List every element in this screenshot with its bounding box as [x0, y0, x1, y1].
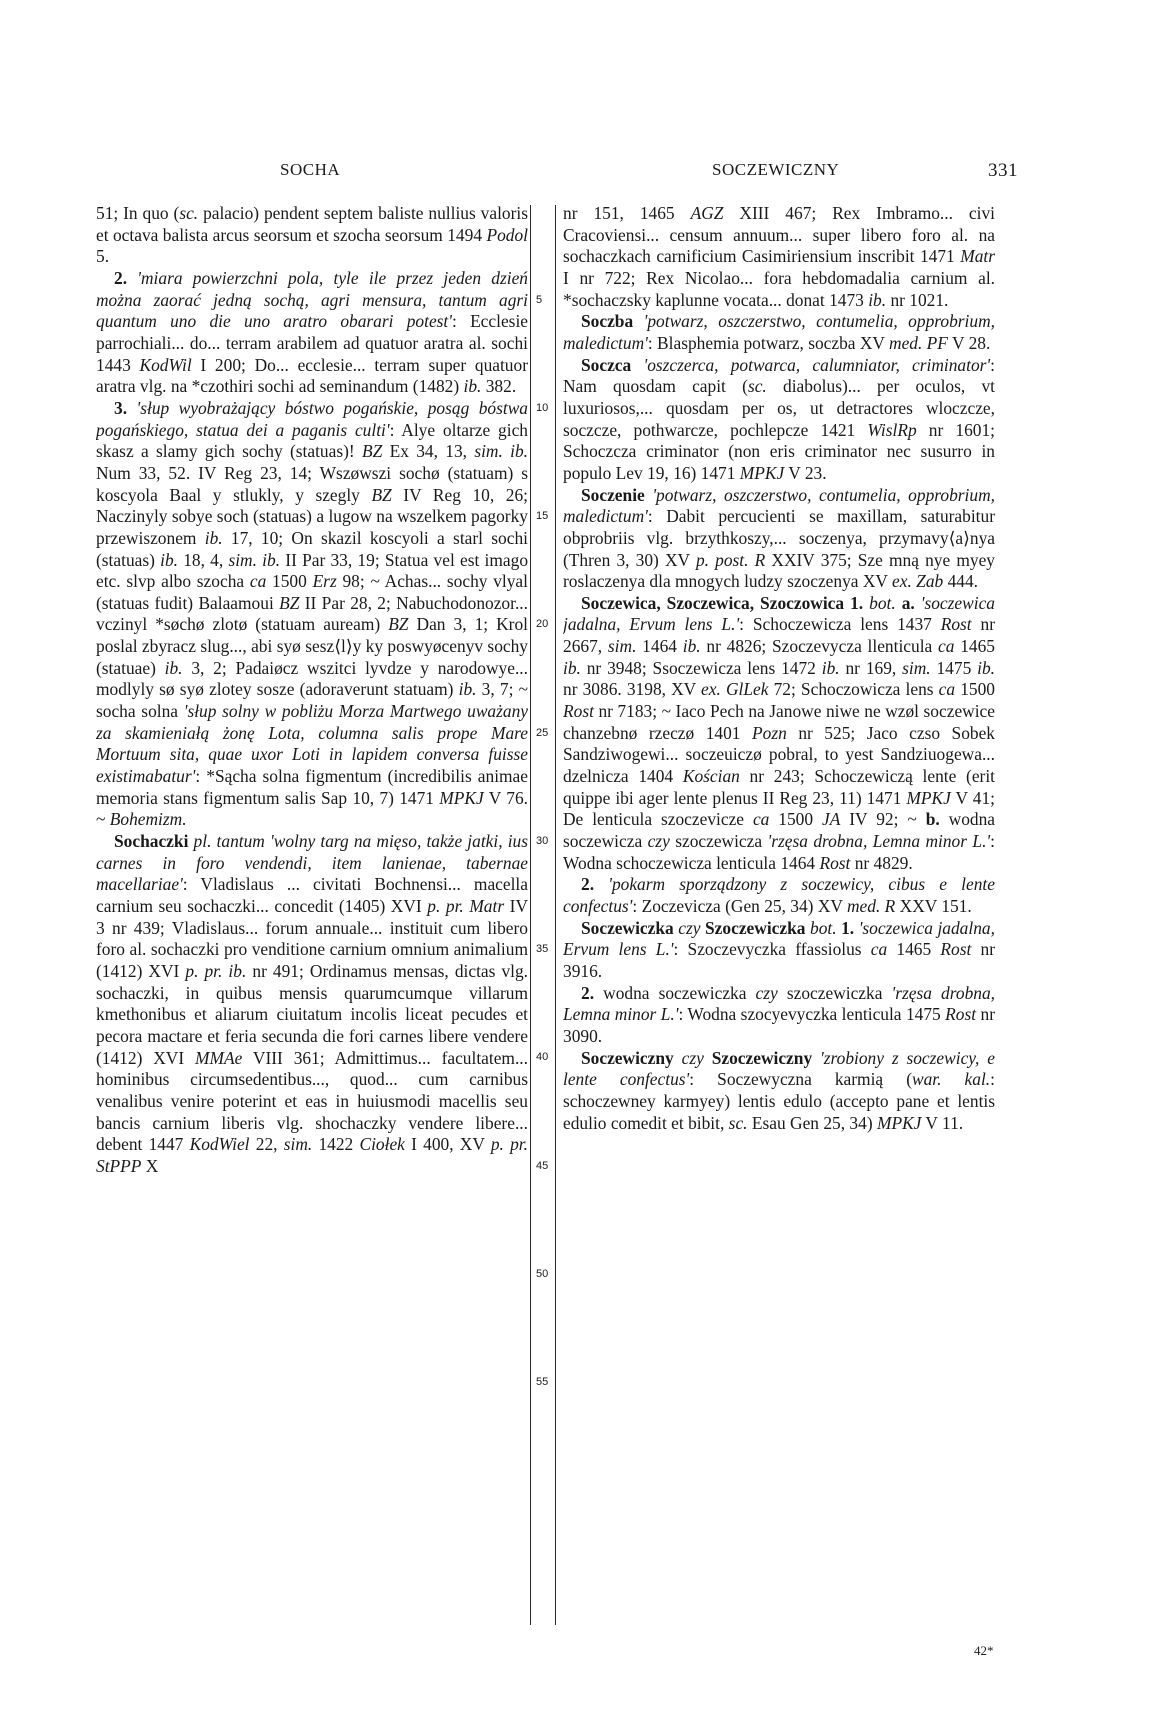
line-number: 5 [536, 293, 543, 306]
dictionary-entry: Sochaczki pl. tantum 'wolny targ na mięso, także jatki, ius carnes in foro vendendi, item lanienae, tabernae macellariae': Vladislaus ... civitati Bochnensi... macella carnium seu sochaczki... concedit (1405) XVI p. pr. Matr IV 3 nr 439; Vladislaus... forum annuale... instituit cum libero foro al. sochaczki pro venditione carnium omnium animalium (1412) XVI p. pr. ib. nr 491; Ordinamus mensas, dictas vlg. sochaczki, in quibus mensis quarumcumque villarum kmethonibus et aliarum ciuitatum incolis liceat pecudes et pecora mactare et feria secunda die fori carnes libere vendere (1412) XVI MMAe VIII 361; Admittimus... facultatem... hominibus circumsedentibus..., quod... cum carnibus venalibus venire poterint et eas in huiusmodi macellis seu bancis carnium liberis vlg. shochaczky vendere libere... debent 1447 KodWiel 22, sim. 1422 Ciołek I 400, XV p. pr. StPPP X [96, 831, 528, 1176]
dictionary-entry: 2. 'miara powierzchni pola, tyle ile przez jeden dzień można zaorać jedną sochą, agri mensura, tantum agri quantum uno die uno aratro obarari potest': Ecclesie parrochiali... do... terram arabilem ad quatuor aratra al. sochi 1443 KodWil I 200; Do... ecclesie... terram super quatuor aratra vlg. na *czothiri sochi ad seminandum (1482) ib. 382. [96, 267, 528, 397]
line-number: 45 [536, 1159, 549, 1172]
right-column [563, 203, 995, 1623]
dictionary-entry: nr 151, 1465 AGZ XIII 467; Rex Imbramo... civi Cracoviensi... censum annuum... super libero foro al. na sochaczkach carnificium Casimiriensium inscribit 1471 Matr I nr 722; Rex Nicolao... fora hebdomadalia carnium al. *sochaczsky kaplunne vocata... donat 1473 ib. nr 1021. [563, 203, 995, 310]
column-rule-left [530, 205, 531, 1625]
dictionary-entry: 2. 'pokarm sporządzony z soczewicy, cibus e lente confectus': Zoczevicza (Gen 25, 34) XV med. R XXV 151. [563, 874, 995, 916]
dictionary-entry: Soczba 'potwarz, oszczerstwo, contumelia, opprobrium, maledictum': Blasphemia potwarz, soczba XV med. PF V 28. [563, 311, 995, 353]
dictionary-entry: Soczenie 'potwarz, oszczerstwo, contumelia, opprobrium, maledictum': Dabit percucienti se maxillam, saturabitur obprobriis vlg. brzythkoszy,... soczenya, przymavy⟨a⟩nya (Thren 3, 30) XV p. post. R XXIV 375; Sze mną nye myey roslaczenya dla mnogych ludzy szoczenya XV ex. Zab 444. [563, 484, 995, 592]
line-number: 15 [536, 510, 549, 523]
dictionary-entry: 3. 'słup wyobrażający bóstwo pogańskie, posąg bóstwa pogańskiego, statua dei a paganis culti': Alye oltarze gich skasz a slamy gich sochy (statuas)! BZ Ex 34, 13, sim. ib. Num 33, 52. IV Reg 23, 14; Wszøwszi sochø (statuam) s koscyola Baal y stlukly, y szegly BZ IV Reg 10, 26; Naczinyly sobye soch (statuas) a lugow na wszelkem pagorky przewiszonem ib. 17, 10; On skazil koscyoli a starl sochi (statuas) ib. 18, 4, sim. ib. II Par 33, 19; Statua vel est imago etc. slvp albo szocha ca 1500 Erz 98; ~ Achas... sochy vlyal (statuas fudit) Balaamoui BZ II Par 28, 2; Nabuchodonozor... vczinyl *søchø zlotø (statuam auream) BZ Dan 3, 1; Krol poslal zbyracz slug..., abi syø sesz⟨l⟩y ky poswyøcenyv sochy (statuae) ib. 3, 2; Padaiøcz wszitci lyvdze y narodowye... modlyly sø syø zlotey sosze (adoraverunt statuam) ib. 3, 7; ~ socha solna 'słup solny w pobliżu Morza Martwego uważany za skamieniałą żonę Lota, columna salis prope Mare Mortuum sita, quae uxor Loti in lapidem conversa fuisse existimabatur': *Sącha solna figmentum (incredibilis animae memoria stans figmentum salis Sap 10, 7) 1471 MPKJ V 76. ~ Bohemizm. [96, 397, 528, 830]
dictionary-entry: 2. wodna soczewiczka czy szoczewiczka 'rzęsa drobna, Lemna minor L.': Wodna szocyevyczka lenticula 1475 Rost nr 3090. [563, 982, 995, 1046]
line-number: 50 [536, 1267, 549, 1280]
line-number: 40 [536, 1051, 549, 1064]
page-number: 331 [988, 160, 1018, 181]
line-number: 25 [536, 726, 549, 739]
line-number: 55 [536, 1376, 549, 1389]
dictionary-entry: 51; In quo (sc. palacio) pendent septem baliste nullius valoris et octava balista arcus seorsum et szocha seorsum 1494 Podol 5. [96, 203, 528, 267]
line-number: 30 [536, 834, 549, 847]
dictionary-entry: Soczewiczny czy Szoczewiczny 'zrobiony z soczewicy, e lente confectus': Soczewyczna karmią (war. kal.: schoczewney karmyey) lentis edulo (accepto pane et lentis edulio comedit et bibit, sc. Esau Gen 25, 34) MPKJ V 11. [563, 1047, 995, 1133]
running-head-right: SOCZEWICZNY [712, 160, 840, 179]
sheet-signature: 42* [974, 1643, 994, 1658]
dictionary-entry: Soczewiczka czy Szoczewiczka bot. 1. 'soczewica jadalna, Ervum lens L.': Szoczevyczka ffassiolus ca 1465 Rost nr 3916. [563, 917, 995, 981]
line-number: 10 [536, 401, 549, 414]
dictionary-entry: Soczca 'oszczerca, potwarca, calumniator, criminator': Nam quosdam capit (sc. diabolus)... per oculos, vt luxuriosos,... quosdam per os, ut detractores wloczcze, soczcze, pothwarcze, pochlepcze 1421 WislRp nr 1601; Schoczcza criminator (non eris criminator nec susurro in populo Lev 19, 16) 1471 MPKJ V 23. [563, 354, 995, 483]
line-number: 20 [536, 618, 549, 631]
left-column [96, 203, 528, 1623]
line-number: 35 [536, 943, 549, 956]
column-rule-right [555, 205, 556, 1625]
running-head-left: SOCHA [280, 160, 341, 179]
dictionary-entry: Soczewica, Szoczewica, Szoczowica 1. bot. a. 'soczewica jadalna, Ervum lens L.': Schoczewicza lens 1437 Rost nr 2667, sim. 1464 ib. nr 4826; Szoczevycza llenticula ca 1465 ib. nr 3948; Ssoczewicza lens 1472 ib. nr 169, sim. 1475 ib. nr 3086. 3198, XV ex. GlLek 72; Schoczowicza lens ca 1500 Rost nr 7183; ~ Iaco Pech na Janowe niwe ne wzøl soczewice chanzebnø rzeczø 1401 Pozn nr 525; Jaco czso Sobek Sandziwogewi... soczeuiczø pobral, to yest Sandziuogewa... dzelnicza 1404 Kościan nr 243; Schoczewiczą lente (erit quippe ibi ager lente plenus II Reg 23, 11) 1471 MPKJ V 41; De lenticula szoczevicze ca 1500 JA IV 92; ~ b. wodna soczewicza czy szoczewicza 'rzęsa drobna, Lemna minor L.': Wodna schoczewicza lenticula 1464 Rost nr 4829. [563, 592, 995, 873]
